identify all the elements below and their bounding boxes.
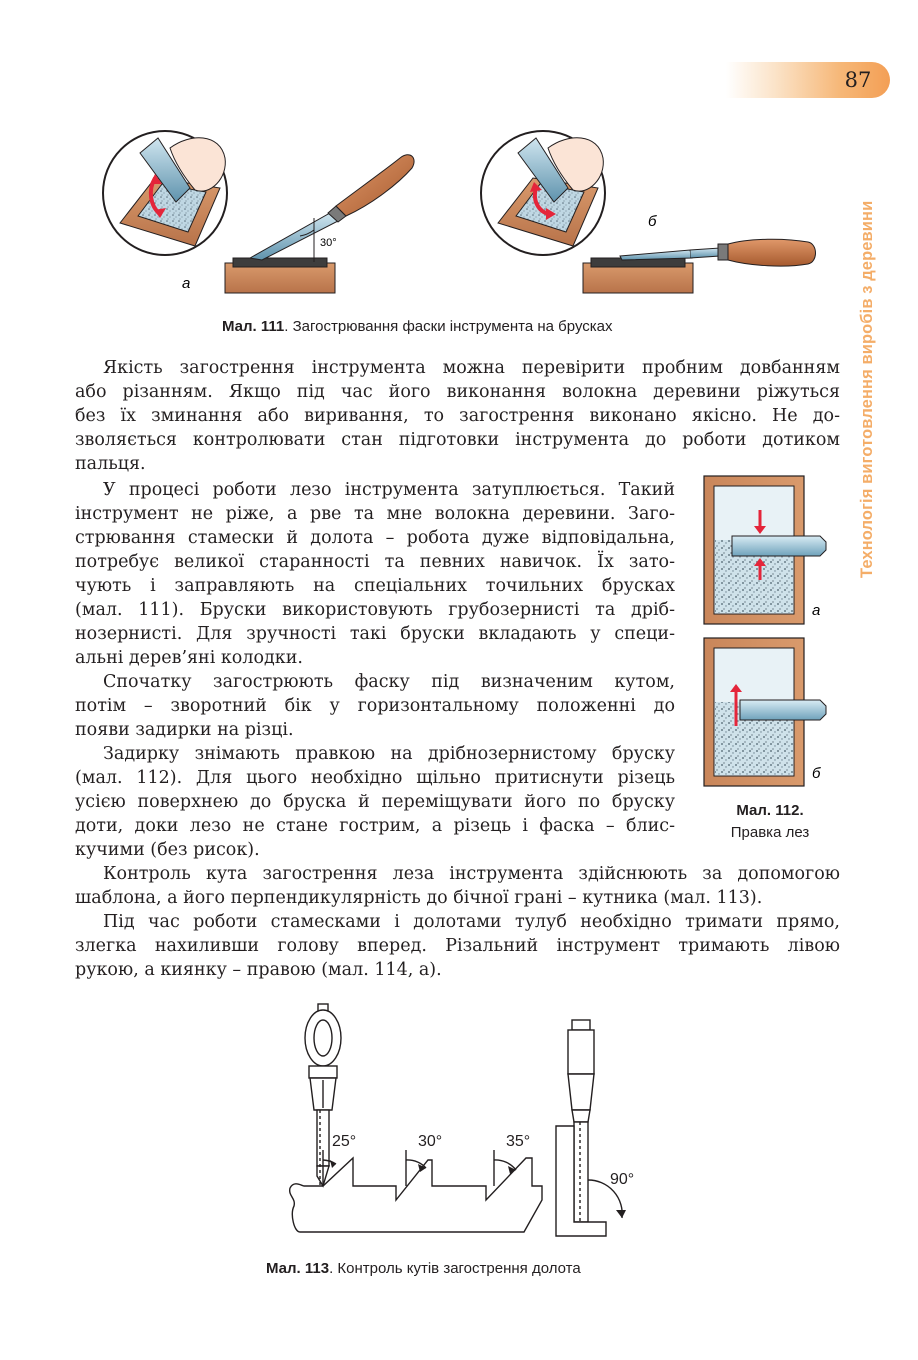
text-line: інструмент не ріже, а рве та мне волокна деревини. Заго- <box>75 504 675 524</box>
fig111a-stone <box>225 155 414 293</box>
text-line: рукою, а киянку – правою (мал. 114, а). <box>75 960 442 980</box>
fig112-caption <box>700 800 840 844</box>
fig112-part-a: а <box>812 602 821 619</box>
fig112-part-b: б <box>812 765 821 782</box>
fig113-caption-label: Мал. 113 <box>266 1260 330 1277</box>
fig111b-inset <box>481 131 605 255</box>
text-line: нозернисті. Для зручності такі бруски вкладають у специ- <box>75 624 675 644</box>
fig113-right-chisel <box>556 1020 634 1236</box>
fig112-caption-title: Правка лез <box>730 824 810 841</box>
text-line: У процесі роботи лезо інструмента затуплюється. Такий <box>103 480 675 500</box>
fig111a-inset <box>103 131 227 255</box>
text-line: (мал. 112). Для цього необхідно щільно притиснути різець <box>75 768 675 788</box>
section-title: Технологія виготовлення виробів з деревини <box>858 200 876 578</box>
text-line: Контроль кута загострення леза інструмента здійснюють за допомогою <box>103 864 840 884</box>
figure-113-illustration <box>280 1000 650 1240</box>
text-line: (мал. 111). Бруски використовують грубозернисті та дріб- <box>75 600 675 620</box>
fig113-caption <box>266 1260 581 1277</box>
text-line: без їх зминання або виривання, то загострення виконано якісно. Не до- <box>75 406 840 426</box>
fig113-caption-title: . Контроль кутів загострення долота <box>329 1260 581 1277</box>
text-line: усією поверхнею до бруска й переміщувати його по бруску <box>75 792 675 812</box>
text-line: зволяється контролювати стан підготовки інструмента до роботи дотиком <box>75 430 840 450</box>
figure-112-illustration <box>700 470 840 790</box>
fig111-caption <box>222 318 613 335</box>
fig111-part-b: б <box>648 213 657 230</box>
fig111-caption-label: Мал. 111 <box>222 318 285 335</box>
fig111-angle: 30° <box>320 237 337 249</box>
text-line: чують і заправляють на спеціальних точильних брусках <box>75 576 675 596</box>
fig113-angle-25: 25° <box>332 1133 357 1150</box>
text-line: пальця. <box>75 454 146 474</box>
text-line: злегка нахиливши голову вперед. Різальний інструмент тримають лівою <box>75 936 840 956</box>
figure-111-illustration <box>100 118 700 318</box>
fig111-caption-title: . Загострювання фаски інструмента на брусках <box>284 318 613 335</box>
text-line: альні дерев’яні колодки. <box>75 648 303 668</box>
text-line: потім – зворотний бік у горизонтальному положенні до <box>75 696 675 716</box>
text-line: кучими (без рисок). <box>75 840 260 860</box>
text-line: стрювання стамески й долота – робота дуже відповідальна, <box>75 528 675 548</box>
section-title-wrap <box>850 120 880 580</box>
text-line: появи задирки на різці. <box>75 720 294 740</box>
fig111-part-a: а <box>182 275 191 292</box>
text-line: Задирку знімають правкою на дрібнозернистому бруску <box>103 744 675 764</box>
fig113-angle-30: 30° <box>418 1133 443 1150</box>
text-line: Під час роботи стамесками і долотами тулуб необхідно тримати прямо, <box>103 912 840 932</box>
text-line: шаблона, а його перпендикулярність до бічної грані – кутника (мал. 113). <box>75 888 763 908</box>
text-line: доти, доки лезо не стане гострим, а різець і фаска – блис- <box>75 816 675 836</box>
fig111b-stone <box>583 250 693 293</box>
text-line: Якість загострення інструмента можна перевірити пробним довбанням <box>103 358 840 378</box>
fig111b-chisel <box>690 236 820 276</box>
fig112-caption-label: Мал. 112. <box>736 802 804 819</box>
fig113-angle-35: 35° <box>506 1133 531 1150</box>
fig113-angle-90: 90° <box>610 1171 635 1188</box>
text-line: або різанням. Якщо під час його виконання волокна деревини ріжуться <box>75 382 840 402</box>
text-line: Спочатку загострюють фаску під визначеним кутом, <box>103 672 675 692</box>
text-line: потребує великої старанності та певних навичок. Їх зато- <box>75 552 675 572</box>
page-number: 87 <box>844 68 872 92</box>
